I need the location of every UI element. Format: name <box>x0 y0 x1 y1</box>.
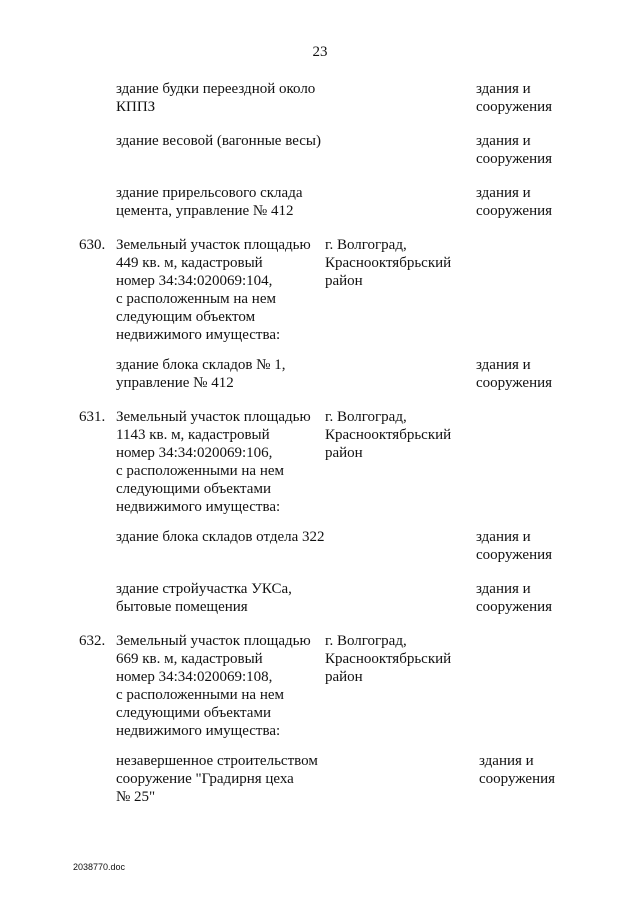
item-category-line: здания и <box>479 753 534 769</box>
item-location-line: г. Волгоград, <box>325 633 407 649</box>
page-number: 23 <box>312 44 328 60</box>
item-location-line: район <box>325 445 363 461</box>
item-location-line: Краснооктябрьский <box>325 427 452 443</box>
item-description-line: здание стройучастка УКСа, <box>116 581 292 597</box>
item-description-line: управление № 412 <box>116 375 234 391</box>
item-category-line: сооружения <box>476 151 553 167</box>
item-description <box>116 184 326 220</box>
item-location-line: г. Волгоград, <box>325 409 407 425</box>
item-description-line: здание будки переездной около <box>116 81 316 97</box>
item-description-line: недвижимого имущества: <box>116 499 281 515</box>
item-category-line: здания и <box>476 81 531 97</box>
item-number: 631. <box>79 409 106 425</box>
item-description-line: № 25" <box>116 789 156 805</box>
item-category <box>476 132 596 168</box>
item-description-line: следующими объектами <box>116 705 271 721</box>
item-description-line: 449 кв. м, кадастровый <box>116 255 263 271</box>
item-number: 632. <box>79 633 106 649</box>
item-category-line: сооружения <box>476 99 553 115</box>
item-description-line: номер 34:34:020069:104, <box>116 273 273 289</box>
item-location-line: Краснооктябрьский <box>325 651 452 667</box>
item-description-line: КППЗ <box>116 99 156 115</box>
item-description-line: здание весовой (вагонные весы) <box>116 133 321 149</box>
item-category <box>476 80 596 116</box>
item-description-line: недвижимого имущества: <box>116 327 281 343</box>
item-description <box>116 80 326 116</box>
item-description <box>116 528 326 546</box>
item-location-line: район <box>325 669 363 685</box>
item-description-line: следующими объектами <box>116 481 271 497</box>
item-description-line: Земельный участок площадью <box>116 237 311 253</box>
item-category-line: здания и <box>476 581 531 597</box>
item-description-line: с расположенными на нем <box>116 463 285 479</box>
item-description-line: здание прирельсового склада <box>116 185 303 201</box>
item-location-line: Краснооктябрьский <box>325 255 452 271</box>
item-description-line: недвижимого имущества: <box>116 723 281 739</box>
item-category-line: здания и <box>476 133 531 149</box>
item-location <box>325 408 475 462</box>
item-category-line: сооружения <box>476 547 553 563</box>
item-location-line: район <box>325 273 363 289</box>
item-location <box>325 236 475 290</box>
item-description-line: здание блока складов № 1, <box>116 357 286 373</box>
item-description-line: 669 кв. м, кадастровый <box>116 651 263 667</box>
item-category-line: сооружения <box>476 375 553 391</box>
item-category-line: сооружения <box>476 599 553 615</box>
file-name-footer: 2038770.doc <box>73 862 126 872</box>
item-category <box>476 528 596 564</box>
item-description-line: цемента, управление № 412 <box>116 203 294 219</box>
item-category <box>479 752 599 788</box>
item-number: 630. <box>79 237 106 253</box>
item-description-line: бытовые помещения <box>116 599 248 615</box>
item-description <box>116 632 326 740</box>
item-description <box>116 356 326 392</box>
item-description <box>116 408 326 516</box>
item-category-line: сооружения <box>479 771 556 787</box>
item-description-line: номер 34:34:020069:106, <box>116 445 273 461</box>
item-category-line: сооружения <box>476 203 553 219</box>
item-description <box>116 132 326 150</box>
item-description <box>116 752 326 806</box>
item-description-line: с расположенными на нем <box>116 687 285 703</box>
item-description <box>116 236 326 344</box>
item-description-line: с расположенным на нем <box>116 291 276 307</box>
item-location <box>325 632 475 686</box>
item-description-line: следующим объектом <box>116 309 256 325</box>
item-category <box>476 184 596 220</box>
item-description-line: Земельный участок площадью <box>116 409 311 425</box>
item-description-line: номер 34:34:020069:108, <box>116 669 273 685</box>
item-description <box>116 580 326 616</box>
item-category-line: здания и <box>476 185 531 201</box>
item-location-line: г. Волгоград, <box>325 237 407 253</box>
item-category-line: здания и <box>476 357 531 373</box>
item-description-line: 1143 кв. м, кадастровый <box>116 427 270 443</box>
item-description-line: здание блока складов отдела 322 <box>116 529 325 545</box>
item-category <box>476 356 596 392</box>
item-category-line: здания и <box>476 529 531 545</box>
item-category <box>476 580 596 616</box>
item-description-line: сооружение "Градирня цеха <box>116 771 294 787</box>
item-description-line: незавершенное строительством <box>116 753 318 769</box>
item-description-line: Земельный участок площадью <box>116 633 311 649</box>
